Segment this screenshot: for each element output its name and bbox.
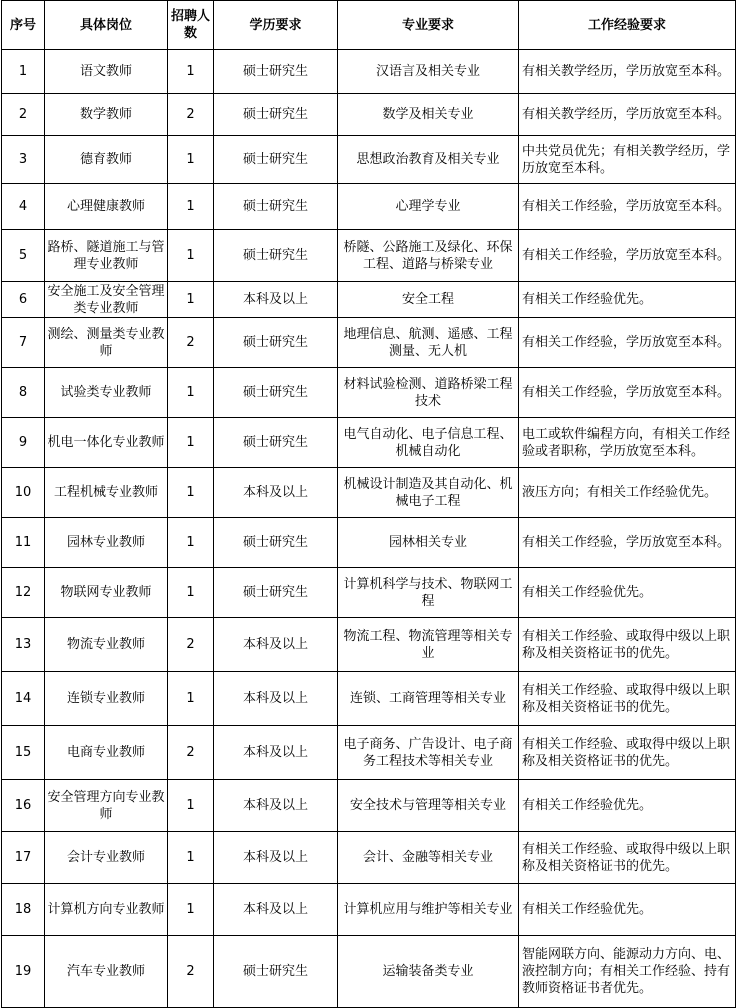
table-body [2, 50, 736, 1008]
table-row [2, 936, 736, 1008]
cell-no: 4 [2, 184, 45, 230]
cell-education: 本科及以上 [214, 832, 338, 884]
cell-experience: 有相关工作经验，学历放宽至本科。 [519, 184, 736, 230]
cell-education: 硕士研究生 [214, 568, 338, 618]
cell-position: 汽车专业教师 [45, 936, 168, 1008]
table-row [2, 50, 736, 94]
cell-education: 硕士研究生 [214, 230, 338, 282]
cell-education: 本科及以上 [214, 618, 338, 672]
cell-major: 桥隧、公路施工及绿化、环保工程、道路与桥梁专业 [338, 230, 519, 282]
cell-no: 15 [2, 726, 45, 780]
cell-major: 连锁、工商管理等相关专业 [338, 672, 519, 726]
cell-experience: 有相关工作经验优先。 [519, 282, 736, 318]
cell-no: 17 [2, 832, 45, 884]
cell-position: 路桥、隧道施工与管理专业教师 [45, 230, 168, 282]
cell-position: 机电一体化专业教师 [45, 418, 168, 468]
cell-education: 本科及以上 [214, 884, 338, 936]
header-education: 学历要求 [214, 1, 338, 50]
cell-education: 硕士研究生 [214, 368, 338, 418]
cell-count: 2 [168, 726, 214, 780]
table-row [2, 282, 736, 318]
cell-education: 本科及以上 [214, 672, 338, 726]
cell-education: 硕士研究生 [214, 318, 338, 368]
table-row [2, 94, 736, 136]
cell-experience: 有相关工作经验、或取得中级以上职称及相关资格证书的优先。 [519, 726, 736, 780]
cell-major: 汉语言及相关专业 [338, 50, 519, 94]
cell-education: 本科及以上 [214, 726, 338, 780]
cell-experience: 电工或软件编程方向，有相关工作经验或者职称，学历放宽至本科。 [519, 418, 736, 468]
table-row [2, 884, 736, 936]
header-experience: 工作经验要求 [519, 1, 736, 50]
cell-count: 1 [168, 50, 214, 94]
cell-education: 硕士研究生 [214, 94, 338, 136]
cell-experience: 液压方向；有相关工作经验优先。 [519, 468, 736, 518]
cell-major: 安全技术与管理等相关专业 [338, 780, 519, 832]
cell-education: 硕士研究生 [214, 50, 338, 94]
cell-count: 1 [168, 780, 214, 832]
cell-no: 18 [2, 884, 45, 936]
cell-major: 思想政治教育及相关专业 [338, 136, 519, 184]
cell-position: 连锁专业教师 [45, 672, 168, 726]
cell-experience: 有相关工作经验优先。 [519, 568, 736, 618]
cell-position: 计算机方向专业教师 [45, 884, 168, 936]
cell-position: 试验类专业教师 [45, 368, 168, 418]
cell-no: 16 [2, 780, 45, 832]
cell-experience: 有相关工作经验，学历放宽至本科。 [519, 518, 736, 568]
cell-experience: 中共党员优先；有相关教学经历，学历放宽至本科。 [519, 136, 736, 184]
cell-count: 2 [168, 936, 214, 1008]
cell-major: 计算机科学与技术、物联网工程 [338, 568, 519, 618]
cell-count: 1 [168, 282, 214, 318]
cell-count: 2 [168, 94, 214, 136]
cell-education: 硕士研究生 [214, 184, 338, 230]
recruitment-table [1, 0, 736, 1008]
cell-count: 1 [168, 672, 214, 726]
cell-position: 测绘、测量类专业教师 [45, 318, 168, 368]
cell-major: 机械设计制造及其自动化、机械电子工程 [338, 468, 519, 518]
cell-count: 1 [168, 184, 214, 230]
cell-position: 安全施工及安全管理类专业教师 [45, 282, 168, 318]
table-row [2, 618, 736, 672]
cell-experience: 有相关工作经验、或取得中级以上职称及相关资格证书的优先。 [519, 672, 736, 726]
cell-no: 1 [2, 50, 45, 94]
cell-no: 12 [2, 568, 45, 618]
cell-position: 安全管理方向专业教师 [45, 780, 168, 832]
cell-experience: 有相关工作经验，学历放宽至本科。 [519, 230, 736, 282]
cell-education: 本科及以上 [214, 468, 338, 518]
cell-education: 硕士研究生 [214, 518, 338, 568]
cell-no: 6 [2, 282, 45, 318]
cell-education: 本科及以上 [214, 780, 338, 832]
table-row [2, 568, 736, 618]
table-row [2, 832, 736, 884]
cell-no: 7 [2, 318, 45, 368]
table-row [2, 672, 736, 726]
cell-position: 物流专业教师 [45, 618, 168, 672]
cell-position: 电商专业教师 [45, 726, 168, 780]
cell-experience: 有相关工作经验优先。 [519, 780, 736, 832]
cell-experience: 有相关教学经历，学历放宽至本科。 [519, 94, 736, 136]
cell-count: 1 [168, 884, 214, 936]
cell-major: 会计、金融等相关专业 [338, 832, 519, 884]
cell-no: 8 [2, 368, 45, 418]
cell-education: 硕士研究生 [214, 418, 338, 468]
cell-major: 园林相关专业 [338, 518, 519, 568]
cell-no: 3 [2, 136, 45, 184]
cell-experience: 有相关工作经验、或取得中级以上职称及相关资格证书的优先。 [519, 618, 736, 672]
cell-major: 地理信息、航测、遥感、工程测量、无人机 [338, 318, 519, 368]
table-header [2, 1, 736, 50]
cell-experience: 有相关工作经验，学历放宽至本科。 [519, 318, 736, 368]
cell-no: 11 [2, 518, 45, 568]
cell-position: 物联网专业教师 [45, 568, 168, 618]
cell-major: 安全工程 [338, 282, 519, 318]
cell-position: 会计专业教师 [45, 832, 168, 884]
cell-no: 14 [2, 672, 45, 726]
cell-experience: 有相关工作经验，学历放宽至本科。 [519, 368, 736, 418]
cell-count: 1 [168, 568, 214, 618]
cell-count: 1 [168, 468, 214, 518]
header-major: 专业要求 [338, 1, 519, 50]
cell-major: 电气自动化、电子信息工程、机械自动化 [338, 418, 519, 468]
cell-count: 1 [168, 418, 214, 468]
cell-no: 9 [2, 418, 45, 468]
cell-count: 2 [168, 618, 214, 672]
cell-experience: 有相关工作经验优先。 [519, 884, 736, 936]
cell-major: 材料试验检测、道路桥梁工程技术 [338, 368, 519, 418]
table-row [2, 418, 736, 468]
cell-position: 园林专业教师 [45, 518, 168, 568]
table-row [2, 136, 736, 184]
cell-experience: 智能网联方向、能源动力方向、电、液控制方向；有相关工作经验、持有教师资格证书者优先。 [519, 936, 736, 1008]
header-position: 具体岗位 [45, 1, 168, 50]
cell-count: 1 [168, 230, 214, 282]
cell-count: 1 [168, 136, 214, 184]
cell-education: 硕士研究生 [214, 136, 338, 184]
cell-position: 工程机械专业教师 [45, 468, 168, 518]
cell-no: 5 [2, 230, 45, 282]
cell-position: 德育教师 [45, 136, 168, 184]
cell-major: 数学及相关专业 [338, 94, 519, 136]
cell-count: 2 [168, 318, 214, 368]
table-row [2, 780, 736, 832]
cell-major: 物流工程、物流管理等相关专业 [338, 618, 519, 672]
table-row [2, 184, 736, 230]
cell-no: 2 [2, 94, 45, 136]
cell-count: 1 [168, 368, 214, 418]
cell-major: 心理学专业 [338, 184, 519, 230]
cell-no: 13 [2, 618, 45, 672]
header-count: 招聘人数 [168, 1, 214, 50]
table-row [2, 318, 736, 368]
table-row [2, 518, 736, 568]
cell-position: 数学教师 [45, 94, 168, 136]
table-row [2, 468, 736, 518]
cell-major: 电子商务、广告设计、电子商务工程技术等相关专业 [338, 726, 519, 780]
cell-major: 计算机应用与维护等相关专业 [338, 884, 519, 936]
table-row [2, 368, 736, 418]
cell-experience: 有相关教学经历，学历放宽至本科。 [519, 50, 736, 94]
cell-position: 语文教师 [45, 50, 168, 94]
cell-count: 1 [168, 518, 214, 568]
cell-education: 本科及以上 [214, 282, 338, 318]
cell-education: 硕士研究生 [214, 936, 338, 1008]
cell-count: 1 [168, 832, 214, 884]
cell-no: 10 [2, 468, 45, 518]
table-row [2, 230, 736, 282]
cell-position: 心理健康教师 [45, 184, 168, 230]
header-no: 序号 [2, 1, 45, 50]
cell-major: 运输装备类专业 [338, 936, 519, 1008]
cell-no: 19 [2, 936, 45, 1008]
table-row [2, 726, 736, 780]
header-row [2, 1, 736, 50]
cell-experience: 有相关工作经验、或取得中级以上职称及相关资格证书的优先。 [519, 832, 736, 884]
